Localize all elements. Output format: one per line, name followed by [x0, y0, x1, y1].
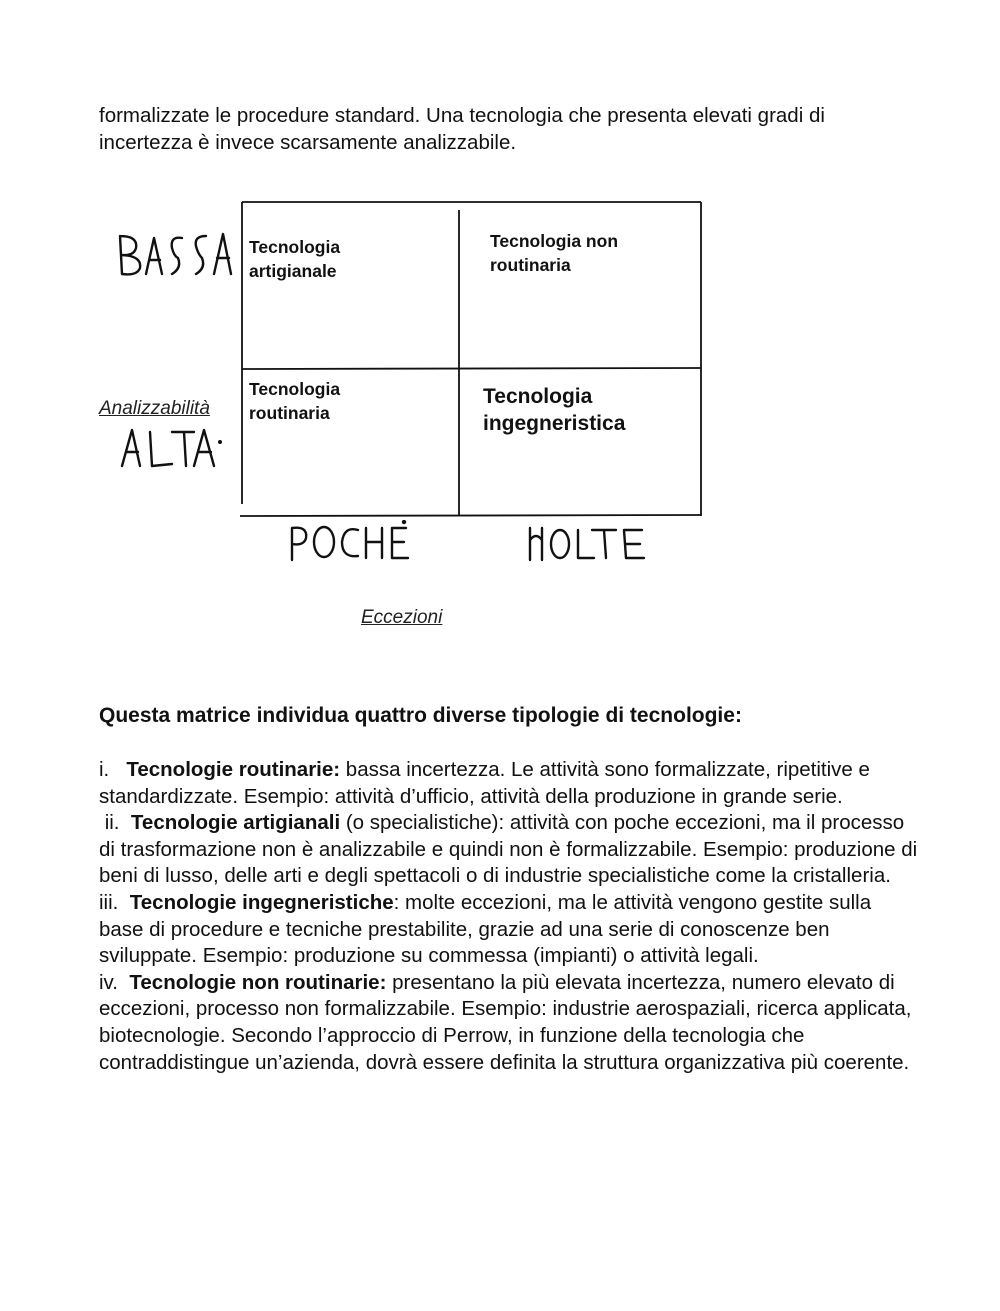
list-text: (o specialistiche): attività con poche eccezioni, ma il processo di trasformazione non è analizzabile e quindi non è formalizzabile. Esempio: produzione di beni di lusso, delle arti e degli spettacoli o di industrie specialistiche come la cristalleria.: [99, 811, 918, 888]
x-axis-label: Eccezioni: [361, 607, 443, 628]
list-marker: iii.: [99, 890, 119, 914]
cell-ingegneristica: Tecnologia ingegneristica: [483, 385, 626, 435]
list-text: presentano la più elevata incertezza, numero elevato di eccezioni, processo non formalizzabile. Esempio: industrie aerospaziali, ricerca applicata, biotecnologie. Secondo l’approccio di Perrow, in funzione della tecnologia che contraddistingue un’azienda, dovrà essere definita la struttura organizzativa più coerente.: [99, 970, 912, 1074]
list-term: Tecnologie ingegneristiche: [129, 890, 394, 914]
list-text: bassa incertezza. Le attività sono formalizzate, ripetitive e standardizzate. Esempio: attività d’ufficio, attività della produzione in grande serie.: [99, 758, 870, 808]
list-text: : molte eccezioni, ma le attività vengono gestite sulla base di procedure e tecniche prestabilite, grazie ad una serie di conoscenze ben sviluppate. Esempio: produzione su commessa (impianti) o attività legali.: [99, 890, 872, 968]
y-axis-label: Analizzabilità: [99, 398, 210, 419]
list-item: [99, 810, 919, 890]
handwritten-poche: [284, 520, 424, 565]
list-item: [99, 970, 919, 1076]
list-term: Tecnologie routinarie:: [126, 758, 341, 781]
list-marker: iv.: [99, 970, 118, 994]
section-heading: Questa matrice individua quattro diverse tipologie di tecnologie:: [99, 704, 742, 727]
handwritten-bassa: [110, 228, 240, 283]
list-marker: ii.: [104, 811, 120, 835]
technology-list: [99, 757, 919, 1076]
handwritten-alta: [116, 424, 226, 472]
intro-paragraph: formalizzate le procedure standard. Una tecnologia che presenta elevati gradi di incertezza è invece scarsamente analizzabile.: [99, 104, 825, 154]
list-item: [99, 757, 919, 810]
list-term: Tecnologie artigianali: [130, 811, 341, 835]
list-term: Tecnologie non routinarie:: [129, 970, 387, 994]
list-item: [99, 890, 919, 970]
cell-artigianale: Tecnologia artigianale: [249, 237, 341, 281]
cell-non-routinaria: Tecnologia non routinaria: [490, 231, 619, 275]
handwritten-molte: [522, 522, 652, 564]
cell-routinaria: Tecnologia routinaria: [249, 379, 341, 423]
list-marker: i.: [99, 758, 110, 781]
